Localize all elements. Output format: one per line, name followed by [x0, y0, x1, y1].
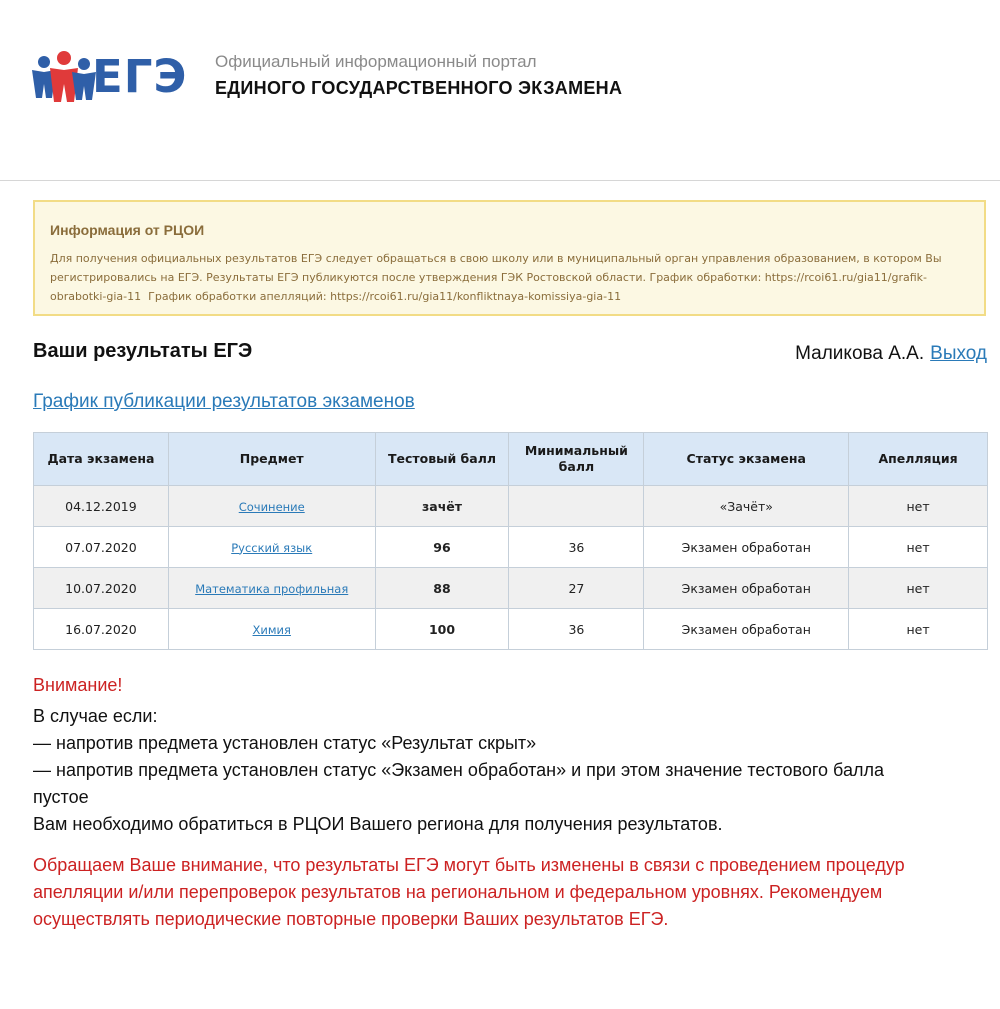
test-score: 88 — [375, 568, 509, 609]
results-change-notice: Обращаем Ваше внимание, что результаты ЕГЭ могут быть изменены в связи с проведением процедур апелляции и/или перепроверок результатов на региональном и федеральном уровнях. Рекомендуем осуществлять периодические повторные проверки Ваших результатов ЕГЭ. — [33, 855, 905, 929]
min-score — [509, 486, 644, 527]
table-row — [34, 486, 988, 527]
rcoi-info-box — [33, 200, 986, 316]
appeal-status: нет — [849, 486, 988, 527]
appeal-status: нет — [849, 568, 988, 609]
info-text-part-2: График обработки апелляций: — [148, 290, 327, 303]
info-text — [50, 249, 965, 306]
results-table — [33, 432, 988, 650]
subject-link[interactable]: Химия — [252, 622, 291, 637]
appeal-status: нет — [849, 527, 988, 568]
warning-line: В случае если: — [33, 706, 158, 726]
warning-line: Вам необходимо обратиться в РЦОИ Вашего региона для получения результатов. — [33, 814, 723, 834]
min-score: 36 — [509, 609, 644, 650]
min-score: 27 — [509, 568, 644, 609]
subject-link[interactable]: Сочинение — [238, 499, 305, 514]
exam-date: 10.07.2020 — [34, 568, 169, 609]
table-row — [34, 568, 988, 609]
user-name: Маликова А.А. — [795, 343, 925, 364]
warning-body — [33, 703, 973, 838]
test-score: 100 — [375, 609, 509, 650]
site-header — [0, 0, 1000, 181]
ege-logo[interactable] — [30, 48, 188, 110]
subject-link[interactable]: Математика профильная — [195, 581, 349, 596]
column-header-min-score: Минимальный балл — [509, 433, 644, 486]
info-title: Информация от РЦОИ — [50, 222, 205, 238]
table-row — [34, 609, 988, 650]
column-header-date: Дата экзамена — [34, 433, 169, 486]
exam-status: «Зачёт» — [644, 486, 849, 527]
subject-cell — [168, 527, 375, 568]
table-header-row — [34, 433, 988, 486]
column-header-status: Статус экзамена — [644, 433, 849, 486]
publication-schedule-link[interactable]: График публикации результатов экзаменов — [33, 391, 415, 412]
exam-status: Экзамен обработан — [644, 568, 849, 609]
exam-date: 07.07.2020 — [34, 527, 169, 568]
appeal-status: нет — [849, 609, 988, 650]
warning-heading: Внимание! — [33, 675, 123, 695]
exam-status: Экзамен обработан — [644, 527, 849, 568]
column-header-subject: Предмет — [168, 433, 375, 486]
subject-cell — [168, 609, 375, 650]
test-score: зачёт — [375, 486, 509, 527]
ege-logo-text: ЕГЭ — [92, 50, 188, 103]
warning-line: — напротив предмета установлен статус «Результат скрыт» — [33, 733, 537, 753]
exam-date: 16.07.2020 — [34, 609, 169, 650]
page-title: Ваши результаты ЕГЭ — [33, 340, 253, 362]
column-header-score: Тестовый балл — [375, 433, 509, 486]
subject-cell — [168, 486, 375, 527]
info-text-part-1: Для получения официальных результатов ЕГЭ следует обращаться в свою школу или в муниципальный орган управления образованием, в котором Вы регистрировались на ЕГЭ. Результаты ЕГЭ публикуются после утверждения ГЭК Ростовской области. График обработки: — [50, 252, 942, 284]
test-score: 96 — [375, 527, 509, 568]
warning-line: — напротив предмета установлен статус «Экзамен обработан» и при этом значение тестового балла пустое — [33, 760, 884, 807]
logout-link[interactable]: Выход — [930, 343, 987, 364]
column-header-appeal: Апелляция — [849, 433, 988, 486]
table-row — [34, 527, 988, 568]
user-block — [795, 343, 987, 365]
exam-date: 04.12.2019 — [34, 486, 169, 527]
ege-logo-icon — [30, 48, 100, 110]
portal-title: ЕДИНОГО ГОСУДАРСТВЕННОГО ЭКЗАМЕНА — [215, 78, 623, 98]
subject-link[interactable]: Русский язык — [231, 540, 313, 555]
min-score: 36 — [509, 527, 644, 568]
appeals-schedule-link[interactable]: https://rcoi61.ru/gia11/konfliktnaya-komissiya-gia-11 — [330, 290, 622, 303]
subject-cell — [168, 568, 375, 609]
processing-schedule-link[interactable]: https://rcoi61.ru/gia11/grafik-obrabotki-gia-11 — [50, 271, 928, 303]
exam-status: Экзамен обработан — [644, 609, 849, 650]
portal-subtitle: Официальный информационный портал — [215, 52, 537, 71]
